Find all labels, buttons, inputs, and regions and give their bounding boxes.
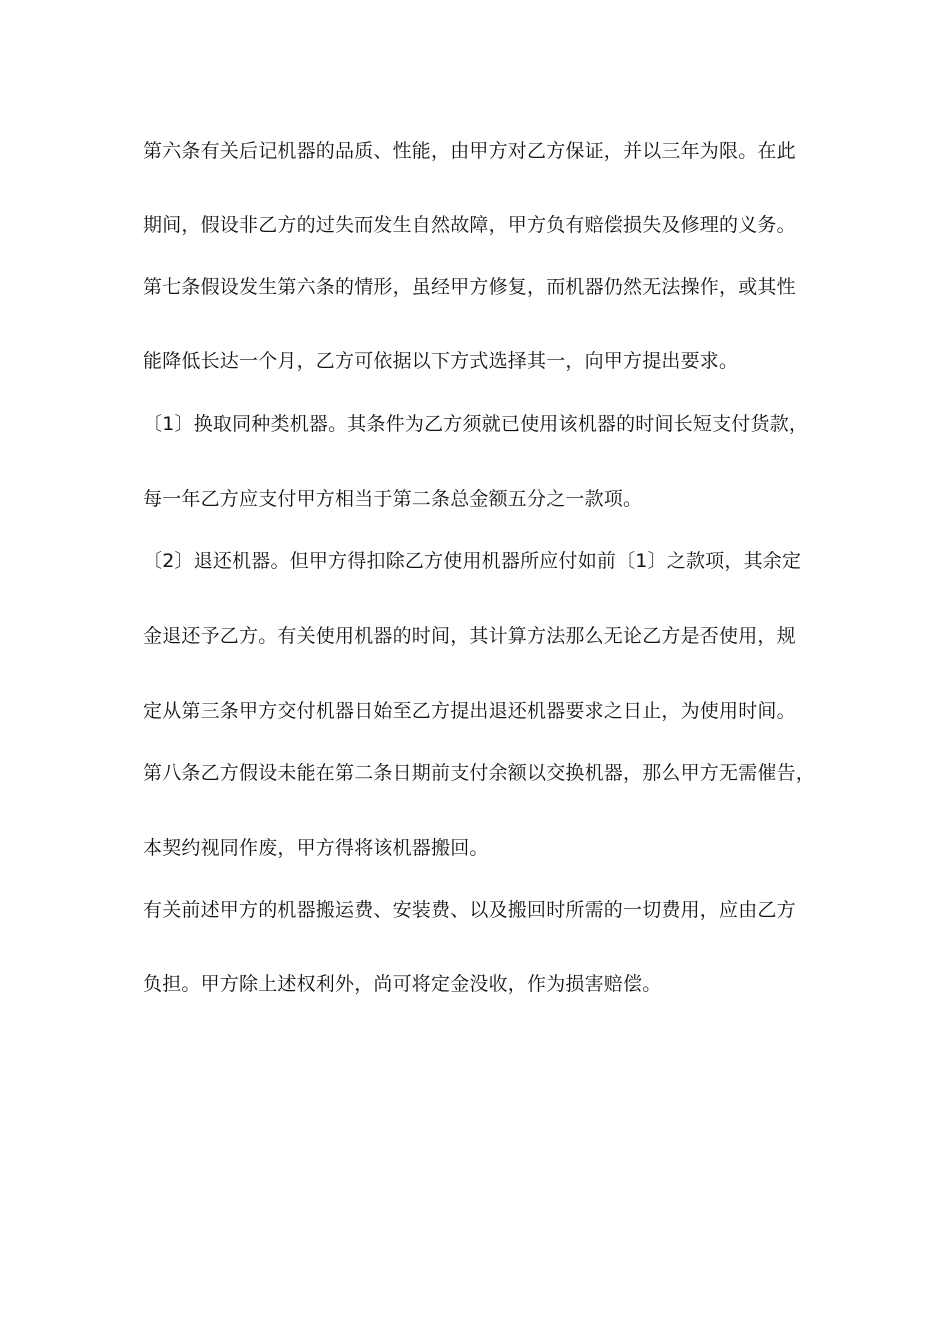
text-line: 期间，假设非乙方的过失而发生自然故障，甲方负有赔偿损失及修理的义务。	[143, 214, 796, 236]
text-line: 能降低长达一个月，乙方可依据以下方式选择其一，向甲方提出要求。	[143, 350, 739, 372]
text-line: 负担。甲方除上述权利外，尚可将定金没收，作为损害赔偿。	[143, 973, 662, 995]
text-line: 金退还予乙方。有关使用机器的时间，其计算方法那么无论乙方是否使用，规	[143, 625, 796, 647]
text-line: 本契约视同作废，甲方得将该机器搬回。	[143, 837, 489, 859]
text-line: 第七条假设发生第六条的情形，虽经甲方修复，而机器仍然无法操作，或其性	[143, 276, 796, 298]
text-line: 每一年乙方应支付甲方相当于第二条总金额五分之一款项。	[143, 488, 643, 510]
text-line: 第八条乙方假设未能在第二条日期前支付余额以交换机器，那么甲方无需催告，	[143, 762, 816, 784]
text-line: 第六条有关后记机器的品质、性能，由甲方对乙方保证，并以三年为限。在此	[143, 140, 796, 162]
text-line: 定从第三条甲方交付机器日始至乙方提出退还机器要求之日止，为使用时间。	[143, 700, 796, 722]
text-line: 〔2〕退还机器。但甲方得扣除乙方使用机器所应付如前〔1〕之款项，其余定	[143, 550, 802, 572]
text-line: 有关前述甲方的机器搬运费、安装费、以及搬回时所需的一切费用，应由乙方	[143, 899, 796, 921]
text-line: 〔1〕换取同种类机器。其条件为乙方须就已使用该机器的时间长短支付货款，	[143, 413, 809, 435]
